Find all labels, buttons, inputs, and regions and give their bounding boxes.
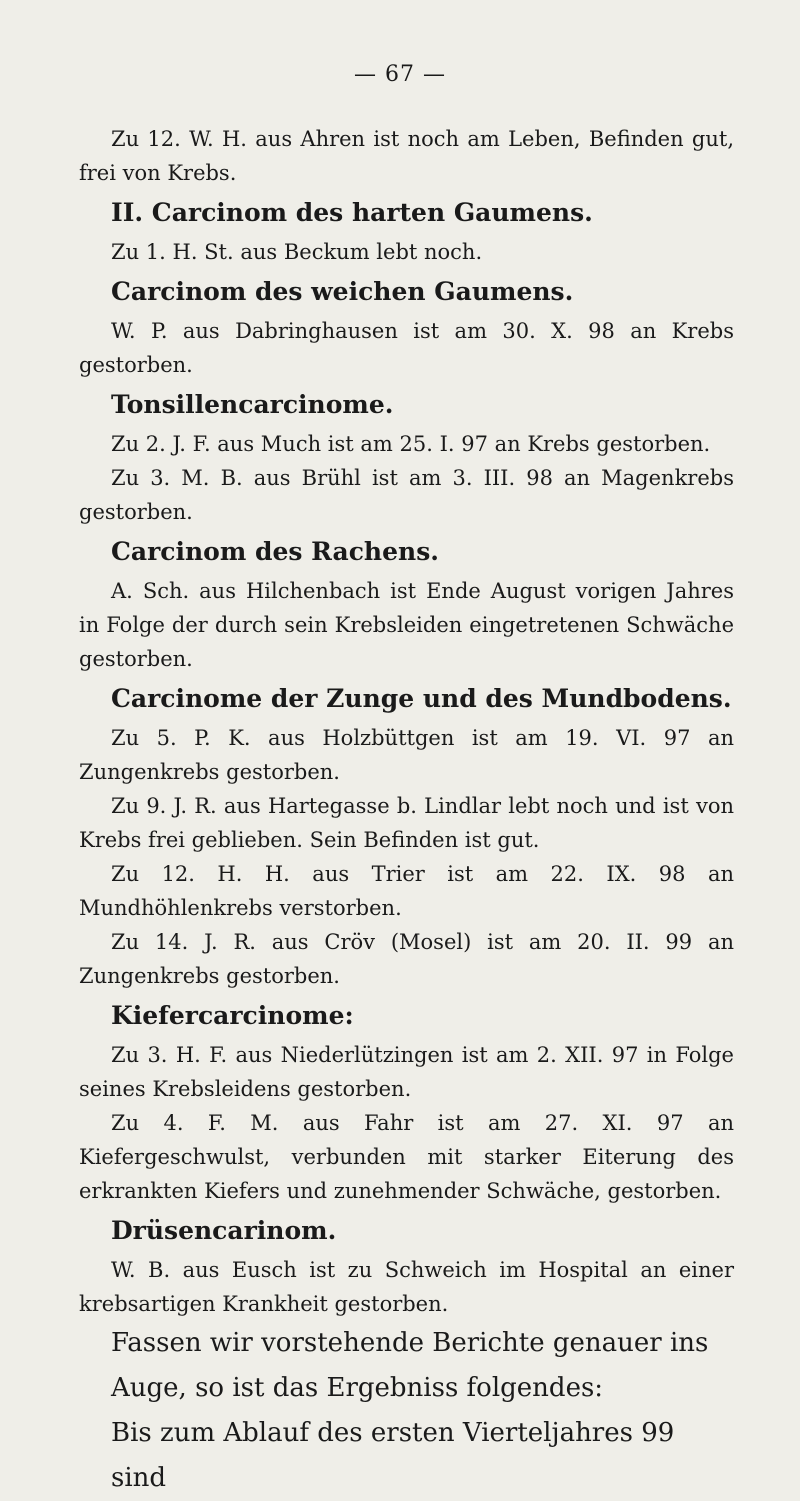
section-heading: Kiefercarcinome: xyxy=(111,1001,354,1030)
page-number: — 67 — xyxy=(354,62,446,87)
report-paragraph: Zu 3. H. F. aus Niederlützingen ist am 2. XII. 97 in Folge seines Krebsleidens gestorben. xyxy=(79,1043,734,1101)
summary-paragraph: Bis zum Ablauf des ersten Vierteljahres 99 sind xyxy=(111,1418,675,1493)
report-paragraph: Zu 3. M. B. aus Brühl ist am 3. III. 98 an Magenkrebs gestorben. xyxy=(79,466,734,524)
section-heading: Carcinom des weichen Gaumens. xyxy=(111,277,574,306)
page-body xyxy=(79,122,734,1501)
section-heading: Drüsencarinom. xyxy=(111,1216,337,1245)
report-paragraph: Zu 2. J. F. aus Much ist am 25. I. 97 an Krebs gestorben. xyxy=(111,432,711,456)
section-heading: Carcinome der Zunge und des Mundbodens. xyxy=(111,684,732,713)
report-paragraph: Zu 1. H. St. aus Beckum lebt noch. xyxy=(111,240,483,264)
report-paragraph: Zu 5. P. K. aus Holzbüttgen ist am 19. VI. 97 an Zungenkrebs gestorben. xyxy=(79,726,734,784)
section-heading: II. Carcinom des harten Gaumens. xyxy=(111,198,593,227)
report-paragraph: Zu 14. J. R. aus Cröv (Mosel) ist am 20. II. 99 an Zungenkrebs gestorben. xyxy=(79,930,734,988)
report-paragraph: Zu 9. J. R. aus Hartegasse b. Lindlar lebt noch und ist von Krebs frei geblieben. Sein Befinden ist gut. xyxy=(79,794,734,852)
section-heading: Carcinom des Rachens. xyxy=(111,537,439,566)
report-paragraph: W. B. aus Eusch ist zu Schweich im Hospital an einer krebsartigen Krankheit gestorben. xyxy=(79,1258,734,1316)
report-paragraph: Zu 4. F. M. aus Fahr ist am 27. XI. 97 an Kiefergeschwulst, verbunden mit starker Eiterung des erkrankten Kiefers und zunehmender Schwäche, gestorben. xyxy=(79,1111,734,1203)
report-paragraph: W. P. aus Dabringhausen ist am 30. X. 98 an Krebs gestorben. xyxy=(79,319,734,377)
report-paragraph: Zu 12. W. H. aus Ahren ist noch am Leben, Befinden gut, frei von Krebs. xyxy=(79,127,734,185)
summary-paragraph: Fassen wir vorstehende Berichte genauer ins Auge, so ist das Ergebniss folgendes: xyxy=(111,1328,709,1403)
report-paragraph: Zu 12. H. H. aus Trier ist am 22. IX. 98 an Mundhöhlenkrebs verstorben. xyxy=(79,862,734,920)
section-heading: Tonsillencarcinome. xyxy=(111,390,394,419)
report-paragraph: A. Sch. aus Hilchenbach ist Ende August vorigen Jahres in Folge der durch sein Krebsleiden eingetretenen Schwäche gestorben. xyxy=(79,579,734,671)
